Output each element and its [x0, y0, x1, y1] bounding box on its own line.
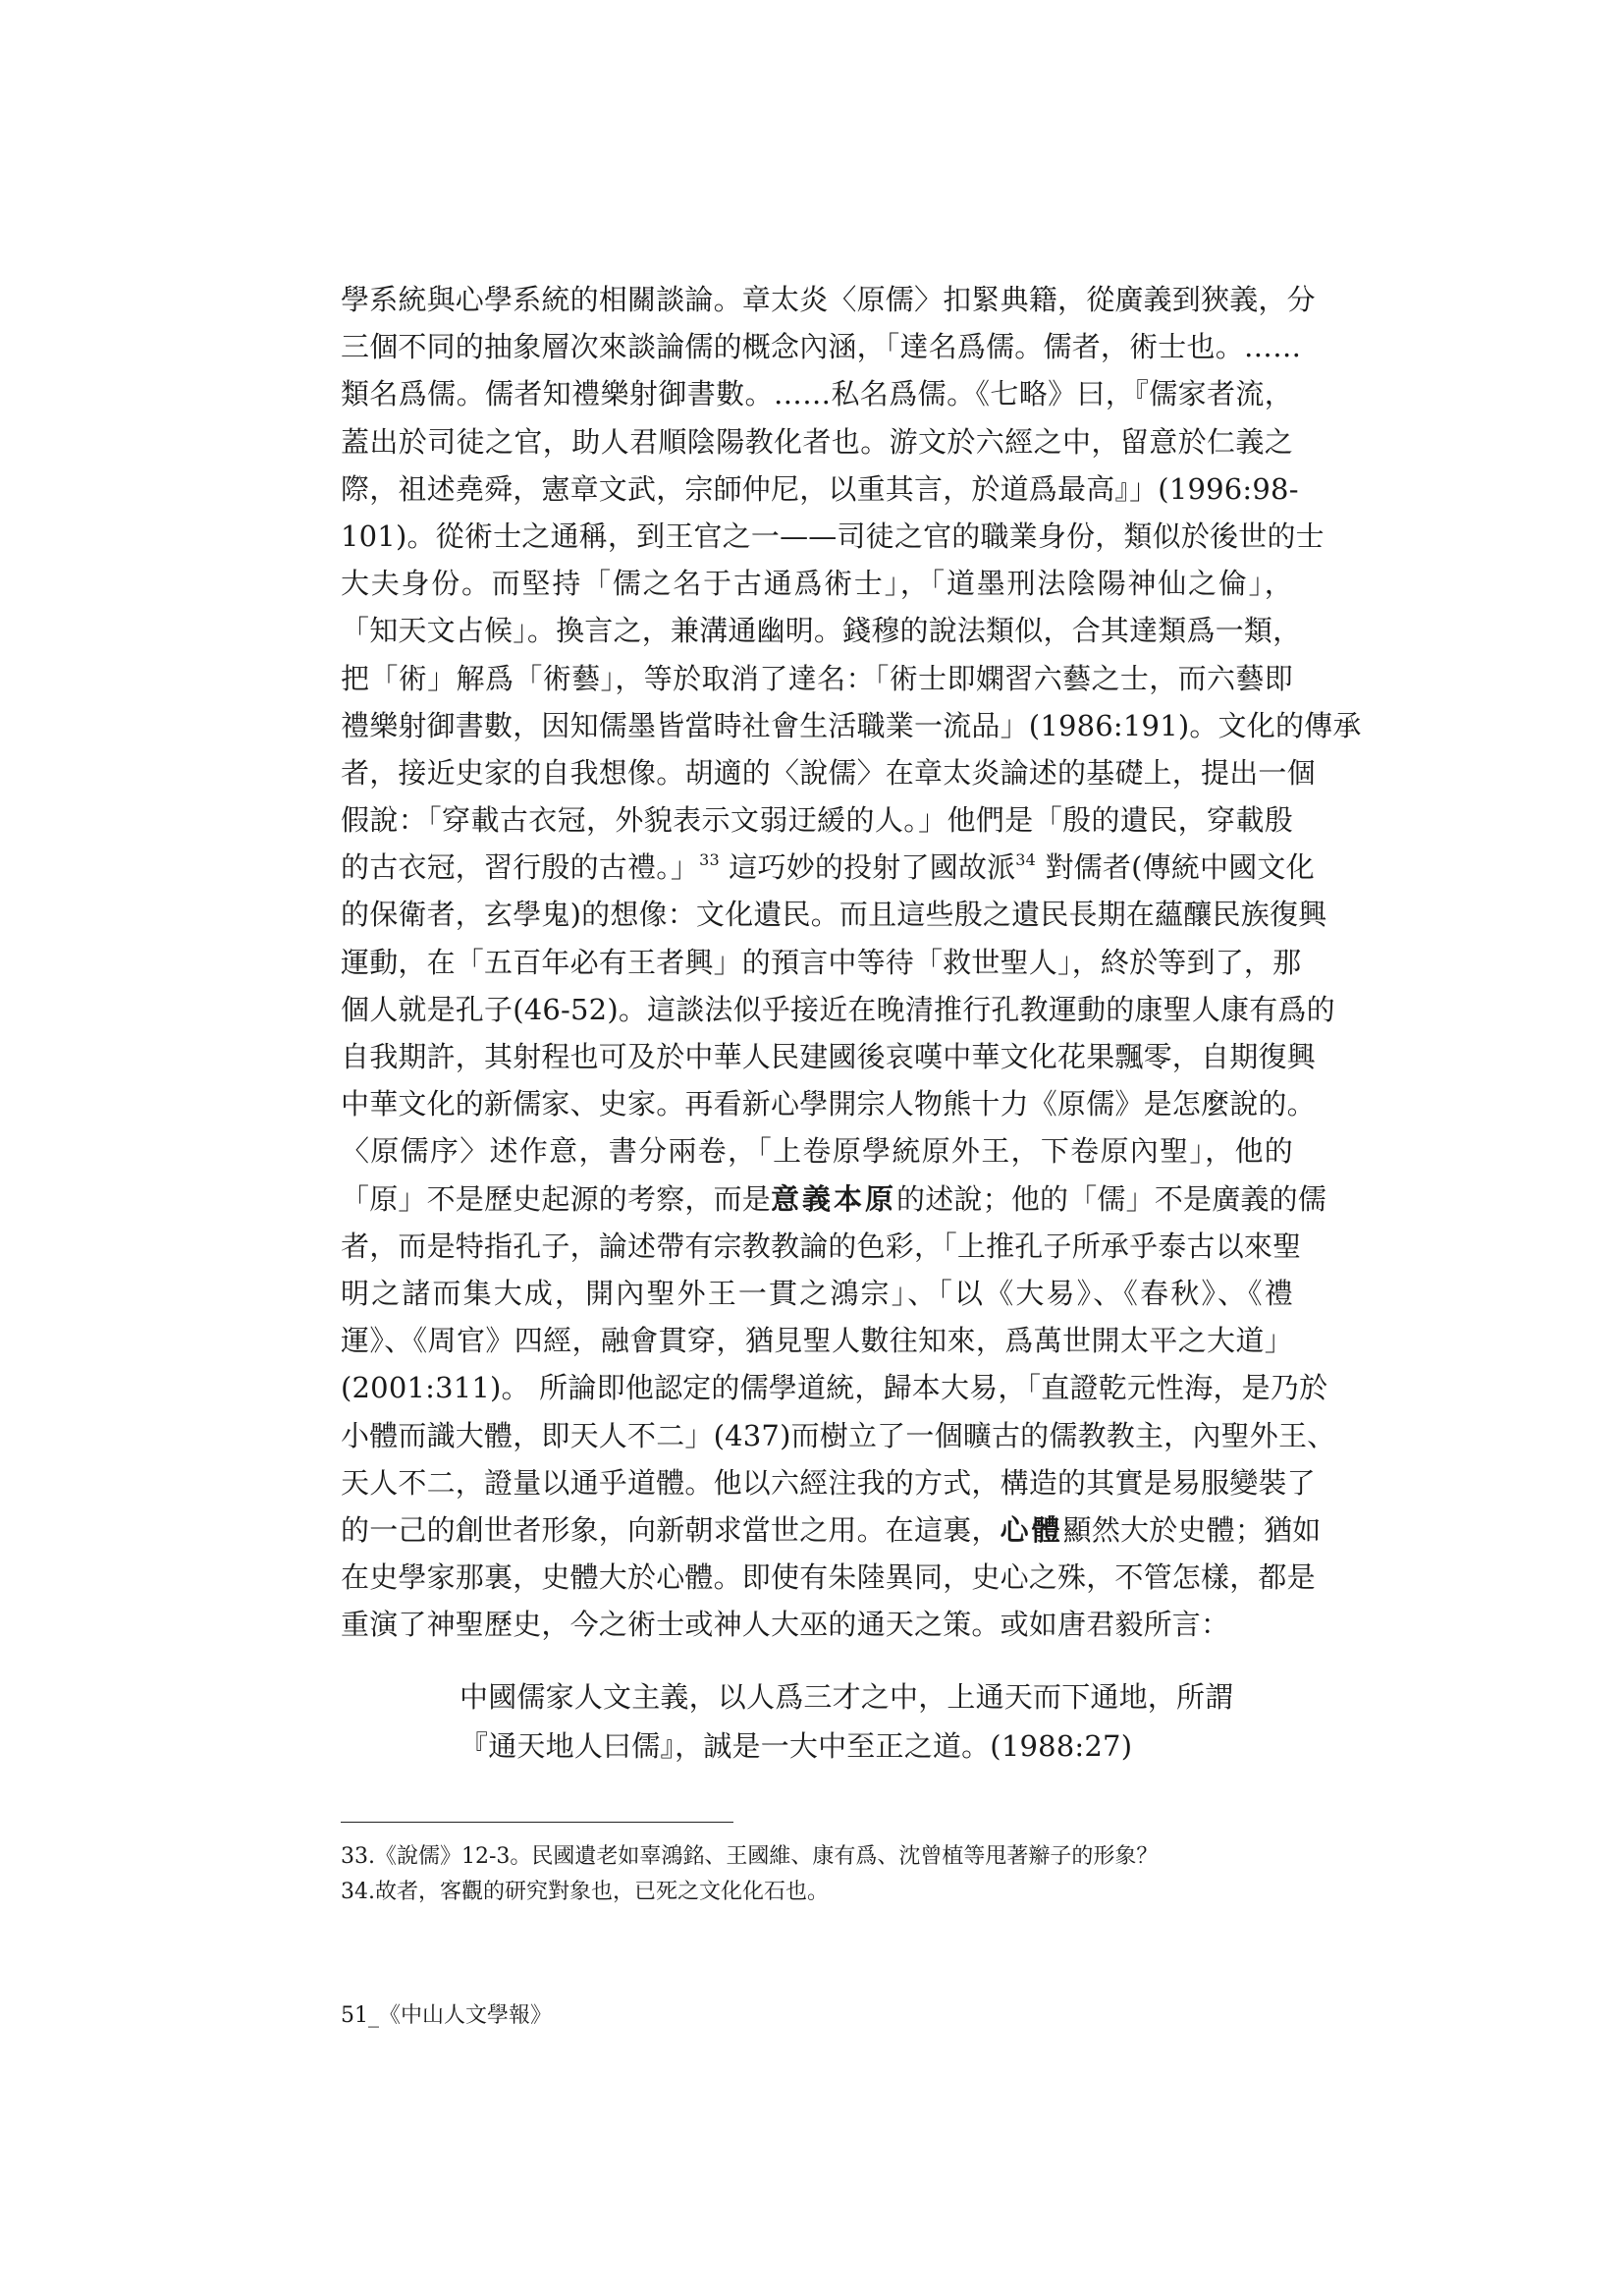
- text-line-with-emphasis: [341, 1175, 1327, 1223]
- text-line: 重演了神聖歷史，今之術士或神人大巫的通天之策。或如唐君毅所言：: [341, 1608, 1230, 1642]
- text-line: 把「術」解爲「術藝」，等於取消了達名：「術士即嫻習六藝之士，而六藝即: [341, 661, 1293, 695]
- text-segment: 的一己的創世者形象，向新朝求當世之用。在這裏，: [341, 1512, 1001, 1547]
- page-footer: 51_《中山人文學報》: [341, 2003, 552, 2028]
- text-line: 際，祖述堯舜，憲章文武，宗師仲尼，以重其言，於道爲最高』」(1996:98-: [341, 471, 1299, 506]
- text-line: 三個不同的抽象層次來談論儒的概念內涵，「達名爲儒。儒者，術士也。……: [341, 330, 1302, 364]
- text-line-with-emphasis: [341, 1506, 1322, 1554]
- footnote-ref-33[interactable]: 33: [699, 850, 720, 870]
- footnote-divider: [341, 1822, 733, 1823]
- text-line: 禮樂射御書數，因知儒墨皆當時社會生活職業一流品」(1986:191)。文化的傳承: [341, 708, 1362, 742]
- text-line: 學系統與心學系統的相關談論。章太炎〈原儒〉扣緊典籍，從廣義到狹義，分: [341, 283, 1316, 316]
- main-paragraph: [341, 276, 1362, 1648]
- text-line: 運動，在「五百年必有王者興」的預言中等待「救世聖人」，終於等到了，那: [341, 945, 1302, 979]
- text-segment: 的古衣冠，習行殷的古禮。」: [341, 850, 700, 885]
- text-segment: 這巧妙的投射了國故派: [719, 850, 1016, 885]
- text-line: 蓋出於司徒之官，助人君順陰陽教化者也。游文於六經之中，留意於仁義之: [341, 424, 1293, 459]
- text-line: 明之諸而集大成，開內聖外王一貫之鴻宗」、「以《大易》、《春秋》、《禮: [341, 1276, 1293, 1310]
- text-line: 「知天文占候」。換言之，兼溝通幽明。錢穆的說法類似，合其達類爲一類，: [341, 614, 1302, 648]
- text-segment: 對儒者(傳統中國文化: [1036, 850, 1315, 885]
- emphasized-term: 心體: [1000, 1512, 1063, 1547]
- footnote-33: 33.《說儒》12-3。民國遺老如辜鴻銘、王國維、康有爲、沈曾植等甩著辮子的形象？: [341, 1844, 1159, 1869]
- text-segment: 的述說；他的「儒」不是廣義的儒: [896, 1181, 1327, 1216]
- footnote-ref-34[interactable]: 34: [1015, 850, 1037, 870]
- text-line: 運》、《周官》四經，融會貫穿，猶見聖人數往知來，爲萬世開太平之大道」: [341, 1324, 1293, 1358]
- block-quote: [460, 1672, 1304, 1771]
- text-line: 類名爲儒。儒者知禮樂射御書數。……私名爲儒。《七略》曰，『儒家者流，: [341, 377, 1293, 411]
- text-line: 小體而識大體，即天人不二」(437)而樹立了一個曠古的儒教教主，內聖外王、: [341, 1418, 1336, 1452]
- text-line: 的保衛者，玄學鬼)的想像：文化遺民。而且這些殷之遺民長期在蘊釀民族復興: [341, 898, 1327, 932]
- text-line: 自我期許，其射程也可及於中華人民建國後哀嘆中華文化花果飄零，自期復興: [341, 1040, 1316, 1073]
- emphasized-term: 意義本原: [771, 1181, 897, 1216]
- text-line: 者，而是特指孔子，論述帶有宗教教論的色彩，「上推孔子所承乎泰古以來聖: [341, 1229, 1302, 1263]
- text-line-with-footnote-refs: [341, 844, 1315, 891]
- text-line: 在史學家那裏，史體大於心體。即使有朱陸異同，史心之殊，不管怎樣，都是: [341, 1560, 1316, 1595]
- footnote-34: 34.故者，客觀的研究對象也，已死之文化化石也。: [341, 1880, 829, 1904]
- text-line: (2001:311)。 所論即他認定的儒學道統，歸本大易，「直證乾元性海，是乃於: [341, 1371, 1328, 1405]
- text-line: 者，接近史家的自我想像。胡適的〈說儒〉在章太炎論述的基礎上，提出一個: [341, 755, 1316, 790]
- text-line: 〈原儒序〉述作意，書分兩卷，「上卷原學統原外王，下卷原內聖」，他的: [341, 1134, 1293, 1169]
- quote-line: 『通天地人曰儒』，誠是一大中至正之道。(1988:27): [460, 1729, 1133, 1763]
- text-line: 個人就是孔子(46-52)。這談法似乎接近在晚清推行孔教運動的康聖人康有爲的: [341, 992, 1335, 1026]
- quote-line: 中國儒家人文主義，以人爲三才之中，上通天而下通地，所謂: [460, 1680, 1234, 1714]
- text-line: 假說：「穿載古衣冠，外貌表示文弱迂緩的人。」他們是「殷的遺民，穿載殷: [341, 803, 1293, 838]
- text-segment: 「原」不是歷史起源的考察，而是: [341, 1181, 772, 1216]
- footnotes: [341, 1839, 1293, 1910]
- text-line: 大夫身份。而堅持「儒之名于古通爲術士」，「道墨刑法陰陽神仙之倫」，: [341, 567, 1293, 601]
- text-line: 101)。從術士之通稱，到王官之一——司徒之官的職業身份，類似於後世的士: [341, 519, 1325, 553]
- text-line: 天人不二，證量以通乎道體。他以六經注我的方式，構造的其實是易服變裝了: [341, 1465, 1316, 1500]
- text-segment: 顯然大於史體；猶如: [1062, 1512, 1322, 1547]
- text-line: 中華文化的新儒家、史家。再看新心學開宗人物熊十力《原儒》是怎麼說的。: [341, 1087, 1316, 1121]
